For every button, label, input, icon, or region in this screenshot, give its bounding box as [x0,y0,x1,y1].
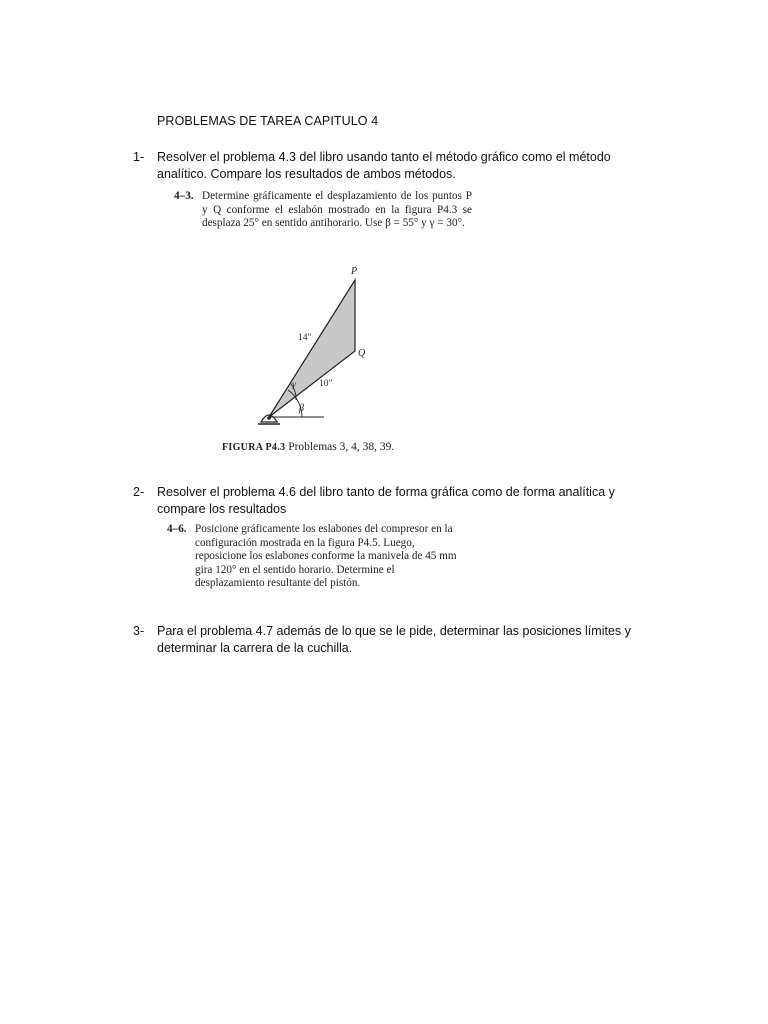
label-p: P [351,266,358,277]
figure-caption-label: FIGURA P4.3 [222,442,286,453]
problem-text: Resolver el problema 4.6 del libro tanto de forma gráfica como de forma analítica y compare los resultados [157,485,615,516]
problem-number: 3- [133,624,145,638]
figure-caption-text: Problemas 3, 4, 38, 39. [288,441,395,453]
excerpt-number: 4–6. [167,523,187,535]
label-beta: β [299,403,304,414]
problem-number: 2- [133,485,145,499]
problem-number: 1- [133,150,145,164]
problem-text: Resolver el problema 4.3 del libro usando tanto el método gráfico como el método analítico. Compare los resultados de ambos métodos. [157,150,611,181]
excerpt-number: 4–3. [174,190,194,202]
label-length-14: 14" [298,333,312,343]
page-title: PROBLEMAS DE TAREA CAPITULO 4 [157,114,379,128]
link-triangle [269,280,355,417]
excerpt-text: Posicione gráficamente los eslabones del compresor en la configuración mostrada en la figura P4.5. Luego, reposicione los eslabones conforme la manivela de 45 mm gira 120° en el sentido horario. Determine el desplazamiento resultante del pistón. [195,523,457,589]
problem-text: Para el problema 4.7 además de lo que se le pide, determinar las posiciones límites y determinar la carrera de la cuchilla. [157,624,631,655]
figure-p4-3 [240,258,400,436]
excerpt-text: Determine gráficamente el desplazamiento de los puntos P y Q conforme el eslabón mostrado en la figura P4.3 se desplaza 25° en sentido antihorario. Use β = 55° y γ = 30°. [202,190,472,229]
label-gamma: γ [292,380,296,390]
label-q: Q [358,348,366,359]
figure-caption [222,441,394,453]
label-length-10: 10" [319,379,333,389]
